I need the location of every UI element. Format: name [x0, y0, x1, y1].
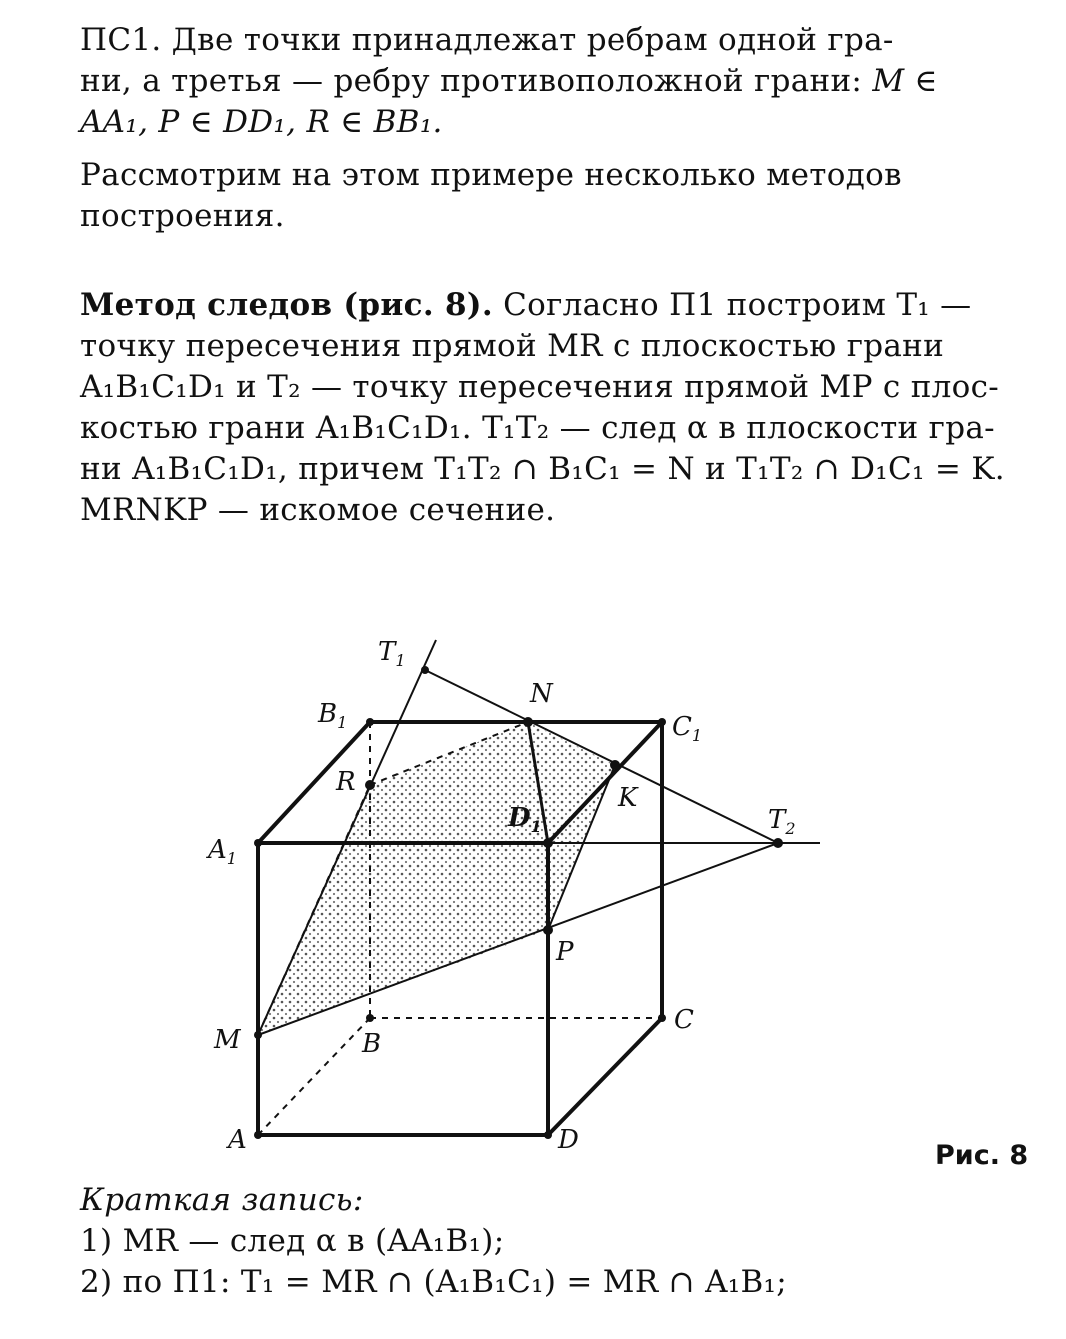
label-c1: $C_1$	[672, 712, 703, 745]
label-p: P	[556, 937, 574, 967]
method-line-2: точку пересечения прямой MR с плоскостью грани	[80, 328, 945, 364]
method-line-1	[80, 285, 1035, 326]
method-line-1-text: Согласно П1 построим T₁ —	[492, 287, 972, 323]
problem-line-3: AA₁, P ∈ DD₁, R ∈ BB₁.	[80, 104, 443, 140]
problem-line-2	[80, 61, 1035, 102]
summary-step-1: 1) MR — след α в (AA₁B₁);	[80, 1223, 505, 1259]
problem-line-1: ПС1. Две точки принадлежат ребрам одной гра-	[80, 22, 894, 58]
problem-statement	[80, 20, 1035, 143]
label-r: R	[336, 767, 356, 797]
label-d1: $D_1$	[508, 803, 542, 836]
label-n: N	[530, 679, 553, 709]
intro-line-1: Рассмотрим на этом примере несколько методов	[80, 157, 902, 193]
label-a: A	[228, 1125, 247, 1155]
problem-line-2-text: ни, а третья — ребру противоположной грани:	[80, 63, 873, 99]
summary-heading: Краткая запись:	[80, 1182, 364, 1218]
cube-section-figure	[190, 620, 850, 1160]
method-line-5: ни A₁B₁C₁D₁, причем T₁T₂ ∩ B₁C₁ = N и T₁T₂ ∩ D₁C₁ = K.	[80, 451, 1005, 487]
label-d: D	[558, 1125, 579, 1155]
label-t1: $T_1$	[378, 637, 406, 670]
intro-line-2: построения.	[80, 198, 285, 234]
label-b1: $B_1$	[318, 699, 348, 732]
figure-caption: Рис. 8	[935, 1140, 1029, 1171]
element-of-symbol: ∈	[904, 63, 938, 99]
method-paragraph	[80, 285, 1035, 531]
summary-block	[80, 1180, 1035, 1303]
label-t2: $T_2$	[768, 805, 796, 838]
summary-step-2: 2) по П1: T₁ = MR ∩ (A₁B₁C₁) = MR ∩ A₁B₁;	[80, 1264, 788, 1300]
method-line-3: A₁B₁C₁D₁ и T₂ — точку пересечения прямой MP с плос-	[80, 369, 1000, 405]
label-k: K	[618, 783, 638, 813]
method-line-4: костью грани A₁B₁C₁D₁. T₁T₂ — след α в плоскости гра-	[80, 410, 995, 446]
section-polygon	[258, 722, 615, 1035]
method-line-6: MRNKP — искомое сечение.	[80, 492, 556, 528]
label-m: M	[214, 1025, 241, 1055]
label-b: B	[362, 1029, 382, 1059]
label-c: C	[674, 1005, 694, 1035]
intro-paragraph	[80, 155, 1035, 237]
point-m-symbol: M	[872, 63, 905, 99]
label-a1: $A_1$	[208, 835, 237, 868]
method-heading: Метод следов (рис. 8).	[80, 287, 493, 323]
